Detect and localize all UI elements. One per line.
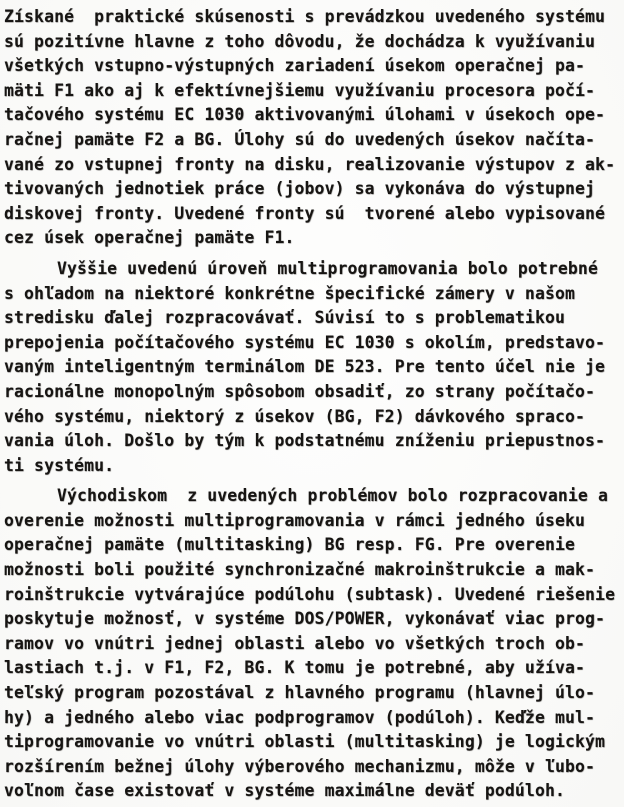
text-line: ramov vo vnútri jednej oblasti alebo vo všetkých troch ob- [4,633,586,653]
text-line: ti systému. [4,455,115,475]
text-line: možnosti boli použité synchronizačné makroinštrukcie a mak- [4,560,596,580]
text-line: lastiach t.j. v F1, F2, BG. K tomu je potrebné, aby užíva- [4,658,586,678]
text-line: racionálne monopolným spôsobom obsadiť, zo strany počítačo- [4,381,596,401]
text-line: Východiskom z uvedených problémov bolo rozpracovanie a [57,486,608,506]
text-line: tačového systému EC 1030 aktivovanými úlohami v úsekoch ope- [4,105,606,125]
text-line: hy) a jedného alebo viac podprogramov (podúloh). Keďže mul- [4,707,596,727]
text-line: s ohľadom na niektoré konkrétne špecifické zámery v našom [4,283,576,303]
document-body [4,5,622,804]
text-line: teľský program pozostával z hlavného programu (hlavnej úlo- [4,683,596,703]
text-line: operačnej pamäte (multitasking) BG resp. FG. Pre overenie [4,535,576,555]
paragraph [4,5,622,251]
text-line: diskovej fronty. Uvedené fronty sú tvorené alebo vypisované [4,203,606,223]
text-line: vaným inteligentným terminálom DE 523. Pre tento účel nie je [4,357,606,377]
text-line: stredisku ďalej rozpracovávať. Súvisí to s problematikou [4,308,566,328]
text-line: sú pozitívne hlavne z toho dôvodu, že dochádza k využívaniu [4,31,596,51]
text-line: mäti F1 ako aj k efektívnejšiemu využívaniu procesora počí- [4,80,596,100]
text-line: tivovaných jednotiek práce (jobov) sa vykonáva do výstupnej [4,179,596,199]
paragraph [4,484,622,804]
text-line: poskytuje možnosť, v systéme DOS/POWER, vykonávať viac prog- [4,609,606,629]
text-line: vané zo vstupnej fronty na disku, realizovanie výstupov z ak- [4,154,616,174]
paragraph [4,257,622,478]
text-line: rozšírením bežnej úlohy výberového mechanizmu, môže v ľubo- [4,756,596,776]
text-line: roinštrukcie vytvárajúce podúlohu (subtask). Uvedené riešenie [4,584,616,604]
text-line: všetkých vstupno-výstupných zariadení úsekom operačnej pa- [4,56,586,76]
text-line: Vyššie uvedenú úroveň multiprogramovania bolo potrebné [57,258,598,278]
text-line: tiprogramovanie vo vnútri oblasti (multitasking) je logickým [4,732,606,752]
text-line: overenie možnosti multiprogramovania v rámci jedného úseku [4,510,586,530]
text-line: voľnom čase existovať v systéme maximálne deväť podúloh. [4,781,566,801]
text-line: Získané praktické skúsenosti s prevádzkou uvedeného systému [4,7,606,26]
text-line: prepojenia počítačového systému EC 1030 s okolím, predstavo- [4,332,606,352]
text-line: račnej pamäte F2 a BG. Úlohy sú do uvedených úsekov načíta- [4,129,596,149]
text-line: vania úloh. Došlo by tým k podstatnému zníženiu priepustnos- [4,431,606,451]
text-line: vého systému, niektorý z úsekov (BG, F2) dávkového spraco- [4,406,586,426]
text-line: cez úsek operačnej pamäte F1. [4,228,295,248]
